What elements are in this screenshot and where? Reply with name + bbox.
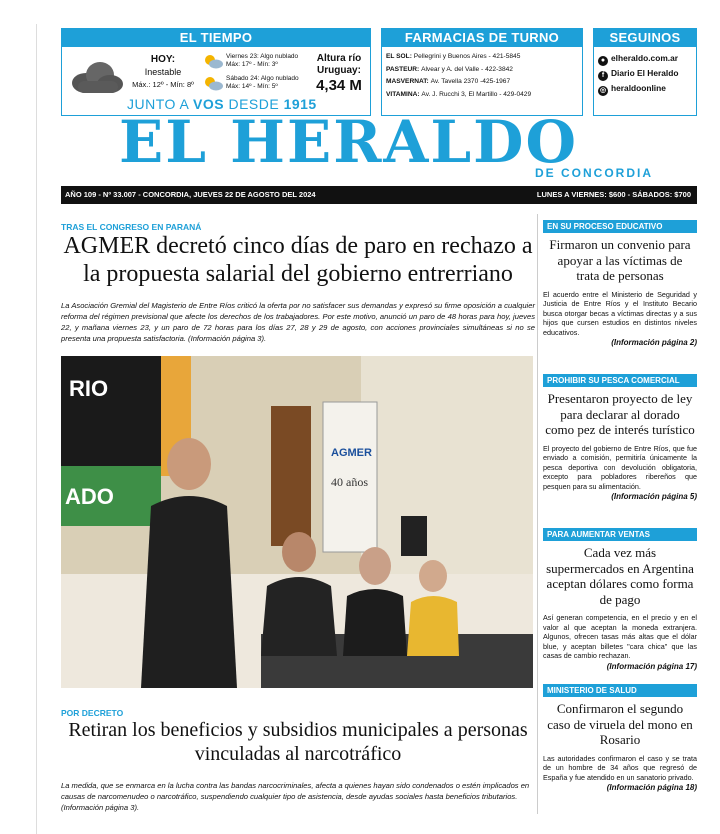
instagram-icon: ◎: [599, 87, 607, 94]
pharmacy-item: EL SOL: Pellegrini y Buenos Aires - 421-5845: [386, 53, 521, 60]
pharmacy-item: PASTEUR: Alvear y A. del Valle - 422-3842: [386, 65, 513, 73]
sidebar-ref: (Información página 18): [606, 783, 697, 793]
logo-subtitle: DE CONCORDIA: [535, 166, 654, 180]
edition-info: AÑO 109 - Nº 33.007 - CONCORDIA, JUEVES 22 DE AGOSTO DEL 2024: [65, 190, 316, 199]
sidebar-ref: (Información página 2): [611, 338, 697, 348]
forecast-temps: Máx: 14º - Mín: 5º: [226, 83, 278, 90]
today-temps: Máx.: 12º - Mín: 8º: [132, 80, 194, 89]
sidebar-kicker: MINISTERIO DE SALUD: [543, 684, 697, 697]
newspaper-page: [36, 24, 720, 834]
forecast-day: Viernes 23: Algo nublado: [226, 53, 299, 60]
pharmacies-title: FARMACIAS DE TURNO: [382, 29, 582, 47]
main-kicker: TRAS EL CONGRESO EN PARANÁ: [61, 222, 202, 232]
photo-banner-text: AGMER: [331, 447, 372, 459]
sidebar-story: [543, 528, 697, 671]
sidebar-kicker: PROHIBIR SU PESCA COMERCIAL: [543, 374, 697, 387]
pharmacy-item: VITAMINA: Av. J. Rucchi 3, El Martillo - 429-0429: [386, 90, 532, 98]
forecast-day: Sábado 24: Algo nublado: [226, 75, 299, 82]
press-conference-illustration: [61, 356, 533, 688]
website-link[interactable]: ● elheraldo.com.ar: [598, 51, 692, 66]
today-label: HOY:: [150, 54, 176, 65]
sidebar-ref: (Información página 5): [611, 492, 697, 502]
forecast-friday: [202, 53, 302, 69]
sidebar-kicker: EN SU PROCESO EDUCATIVO: [543, 220, 697, 233]
river-label: Altura río: [316, 53, 362, 64]
sidebar-story: [543, 220, 697, 347]
main-lead: La Asociación Gremial del Magisterio de Entre Ríos criticó la oferta por no satisfacer sus demandas y expresó su firme oposición a cualquier reforma del régimen previsional que afecte los derechos de los trabajadores. Por este motivo, anunció un paro de 48 horas para hoy, jueves 22, y mañana viernes 23, y un paro de 72 horas para los días 27, 28 y 29 de agosto, con acciones provinciales simultáneas si no se presenta una propuesta satisfactoria. (Información página 3).: [61, 301, 535, 343]
cloud-icon: [68, 59, 124, 95]
today-condition: Inestable: [144, 67, 182, 77]
facebook-link[interactable]: f Diario El Heraldo: [598, 66, 692, 81]
sidebar-body: El acuerdo entre el Ministerio de Seguridad y Justicia de Entre Ríos y el Instituto Becario busca otorgar becas a víctimas directas y a sus hijos que cursen estudios en distintos niveles educativos.: [543, 289, 697, 337]
forecast-temps: Máx: 17º - Mín: 3º: [226, 61, 278, 68]
weather-today: [132, 53, 194, 91]
newspaper-logo: EL HERALDO: [119, 108, 578, 176]
main-headline[interactable]: AGMER decretó cinco días de paro en rechazo a la propuesta salarial del gobierno entrerriano: [63, 233, 533, 287]
river-height: [310, 53, 368, 92]
pharmacy-item: MASVERNAT: Av. Tavella 2370 -425-1967: [386, 78, 511, 85]
second-lead: La medida, que se enmarca en la lucha contra las bandas narcocriminales, afecta a quienes hayan sido condenados o estén implicados en causas de narcomenudeo o narcotráfico, suspendiendo cualquier tipo de asistencia, desde ayudas sociales hasta beneficios tributarios. (Información página 3).: [61, 781, 530, 812]
sidebar-story: [543, 374, 697, 501]
column-divider: [537, 214, 538, 814]
photo-banner-text: RIO: [69, 376, 109, 401]
sidebar-headline[interactable]: Presentaron proyecto de ley para declarar al dorado como pez de interés turístico: [545, 391, 695, 437]
pharmacies-list: [382, 47, 582, 101]
sidebar-headline[interactable]: Cada vez más supermercados en Argentina aceptan dólares como forma de pago: [546, 545, 694, 607]
price-info: LUNES A VIERNES: $600 - SÁBADOS: $700: [536, 190, 691, 199]
sidebar-body: El proyecto del gobierno de Entre Ríos, que fue enviado a comisión, permitiría únicamente la pesca deportiva con devolución obligatoria, excepto para pobladores ribereños que pesquen para su alimentación.: [543, 443, 697, 491]
follow-title: SEGUINOS: [594, 29, 696, 47]
second-headline[interactable]: Retiran los beneficios y subsidios municipales a personas vinculadas al narcotráfico: [68, 719, 528, 765]
forecast-saturday: [202, 75, 302, 91]
sidebar-body: Las autoridades confirmaron el caso y se trata de un hombre de 34 años que regresó de España y fue atendido en un sanatorio privado.: [543, 753, 697, 782]
pharmacies-box: [381, 28, 583, 116]
sidebar-kicker: PARA AUMENTAR VENTAS: [543, 528, 697, 541]
social-link[interactable]: ◎ heraldoonline: [599, 83, 666, 94]
weather-title: EL TIEMPO: [62, 29, 370, 47]
main-photo: [61, 356, 533, 688]
sidebar-headline[interactable]: Confirmaron el segundo caso de viruela del mono en Rosario: [547, 701, 693, 747]
partly-cloudy-icon: [202, 53, 224, 69]
photo-banner-text: 40 años: [331, 475, 368, 489]
follow-list: [594, 47, 696, 100]
partly-cloudy-icon: [202, 75, 224, 91]
tagline: JUNTO A VOS DESDE 1915: [127, 96, 317, 112]
sidebar-headline[interactable]: Firmaron un convenio para apoyar a las víctimas de trata de personas: [549, 237, 691, 283]
river-value: 4,34 M: [316, 77, 362, 94]
river-label-2: Uruguay:: [317, 65, 361, 76]
facebook-icon: f: [598, 71, 608, 81]
edition-band: [61, 186, 697, 204]
sidebar-ref: (Información página 17): [606, 661, 697, 671]
sidebar-story: [543, 684, 697, 792]
globe-icon: ●: [598, 56, 608, 66]
follow-box: [593, 28, 697, 116]
sidebar-body: Así generan competencia, en el precio y en el valor al que aceptan la moneda extranjera. Algunos, ofrecen tasas más altas que el dólar blue, y aceptan billetes "cara chica" que las casas de cambio rechazan.: [543, 613, 697, 661]
second-kicker: POR DECRETO: [61, 708, 124, 718]
photo-banner-text: ADO: [65, 484, 114, 509]
